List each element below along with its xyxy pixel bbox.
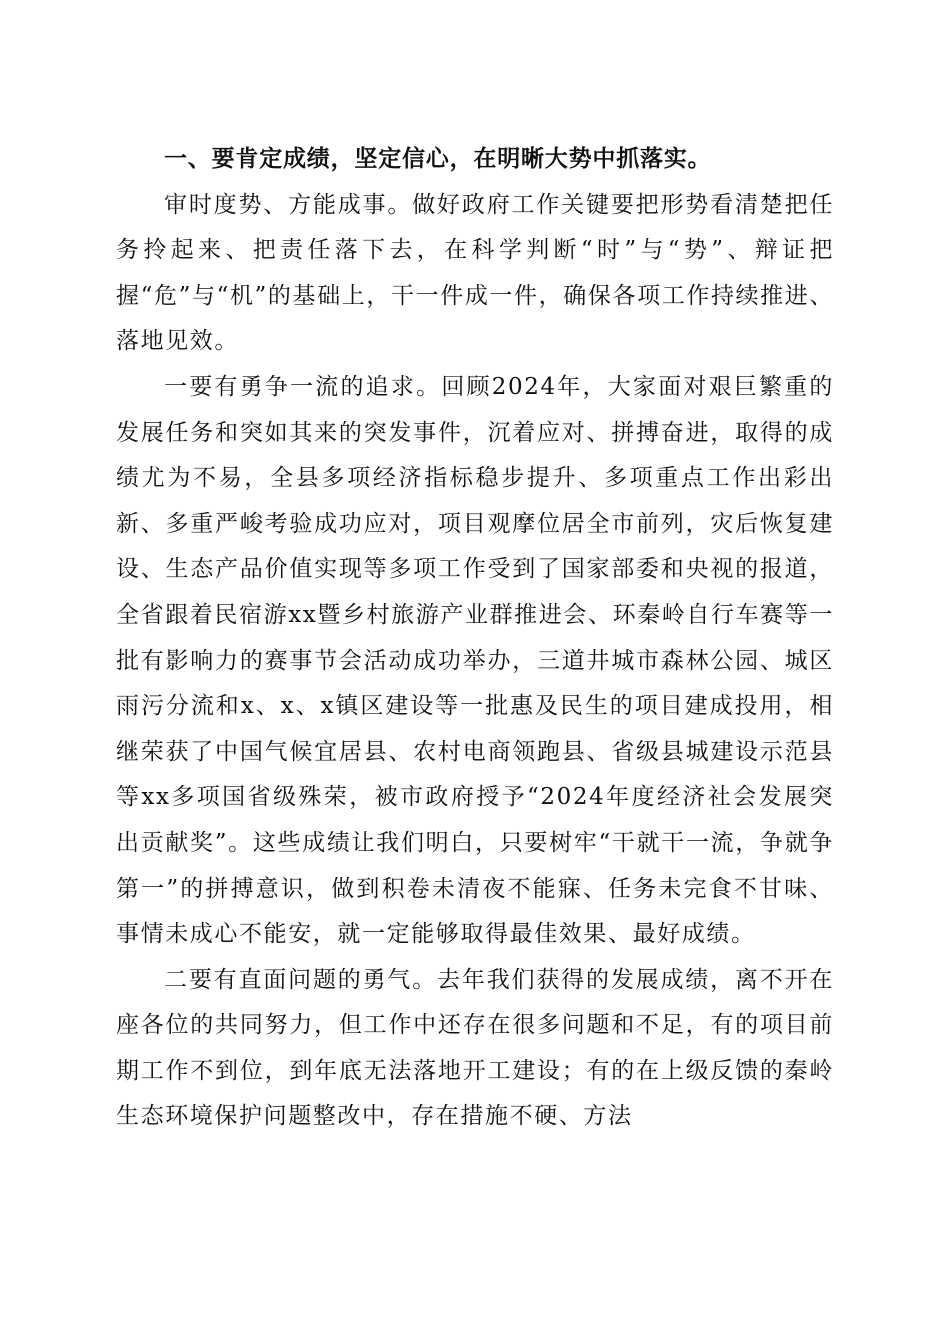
paragraph-intro: 审时度势、方能成事。做好政府工作关键要把形势看清楚把任务拎起来、把责任落下去，在科学判断“时”与“势”、辩证把握“危”与“机”的基础上，干一件成一件，确保各项工作持续推进、落地见效。: [116, 191, 834, 355]
paragraph-point-one: 一要有勇争一流的追求。回顾2024年，大家面对艰巨繁重的发展任务和突如其来的突发事件，沉着应对、拼搏奋进，取得的成绩尤为不易，全县多项经济指标稳步提升、多项重点工作出彩出新、多重严峻考验成功应对，项目观摩位居全市前列，灾后恢复建设、生态产品价值实现等多项工作受到了国家部委和央视的报道，全省跟着民宿游xx暨乡村旅游产业群推进会、环秦岭自行车赛等一批有影响力的赛事节会活动成功举办，三道井城市森林公园、城区雨污分流和x、x、x镇区建设等一批惠及民生的项目建成投用，相继荣获了中国气候宜居县、农村电商领跑县、省级县城建设示范县等xx多项国省级殊荣，被市政府授予“2024年度经济社会发展突出贡献奖”。这些成绩让我们明白，只要树牢“干就干一流，争就争第一”的拼搏意识，做到积卷未清夜不能寐、任务未完食不甘味、事情未成心不能安，就一定能够取得最佳效果、最好成绩。: [116, 373, 834, 948]
document-page: [116, 137, 834, 1140]
paragraph-point-two: 二要有直面问题的勇气。去年我们获得的发展成绩，离不开在座各位的共同努力，但工作中还存在很多问题和不足，有的项目前期工作不到位，到年底无法落地开工建设；有的在上级反馈的秦岭生态环境保护问题整改中，存在措施不硬、方法: [116, 966, 834, 1130]
section-heading: 一、要肯定成绩，坚定信心，在明晰大势中抓落实。: [164, 146, 712, 172]
